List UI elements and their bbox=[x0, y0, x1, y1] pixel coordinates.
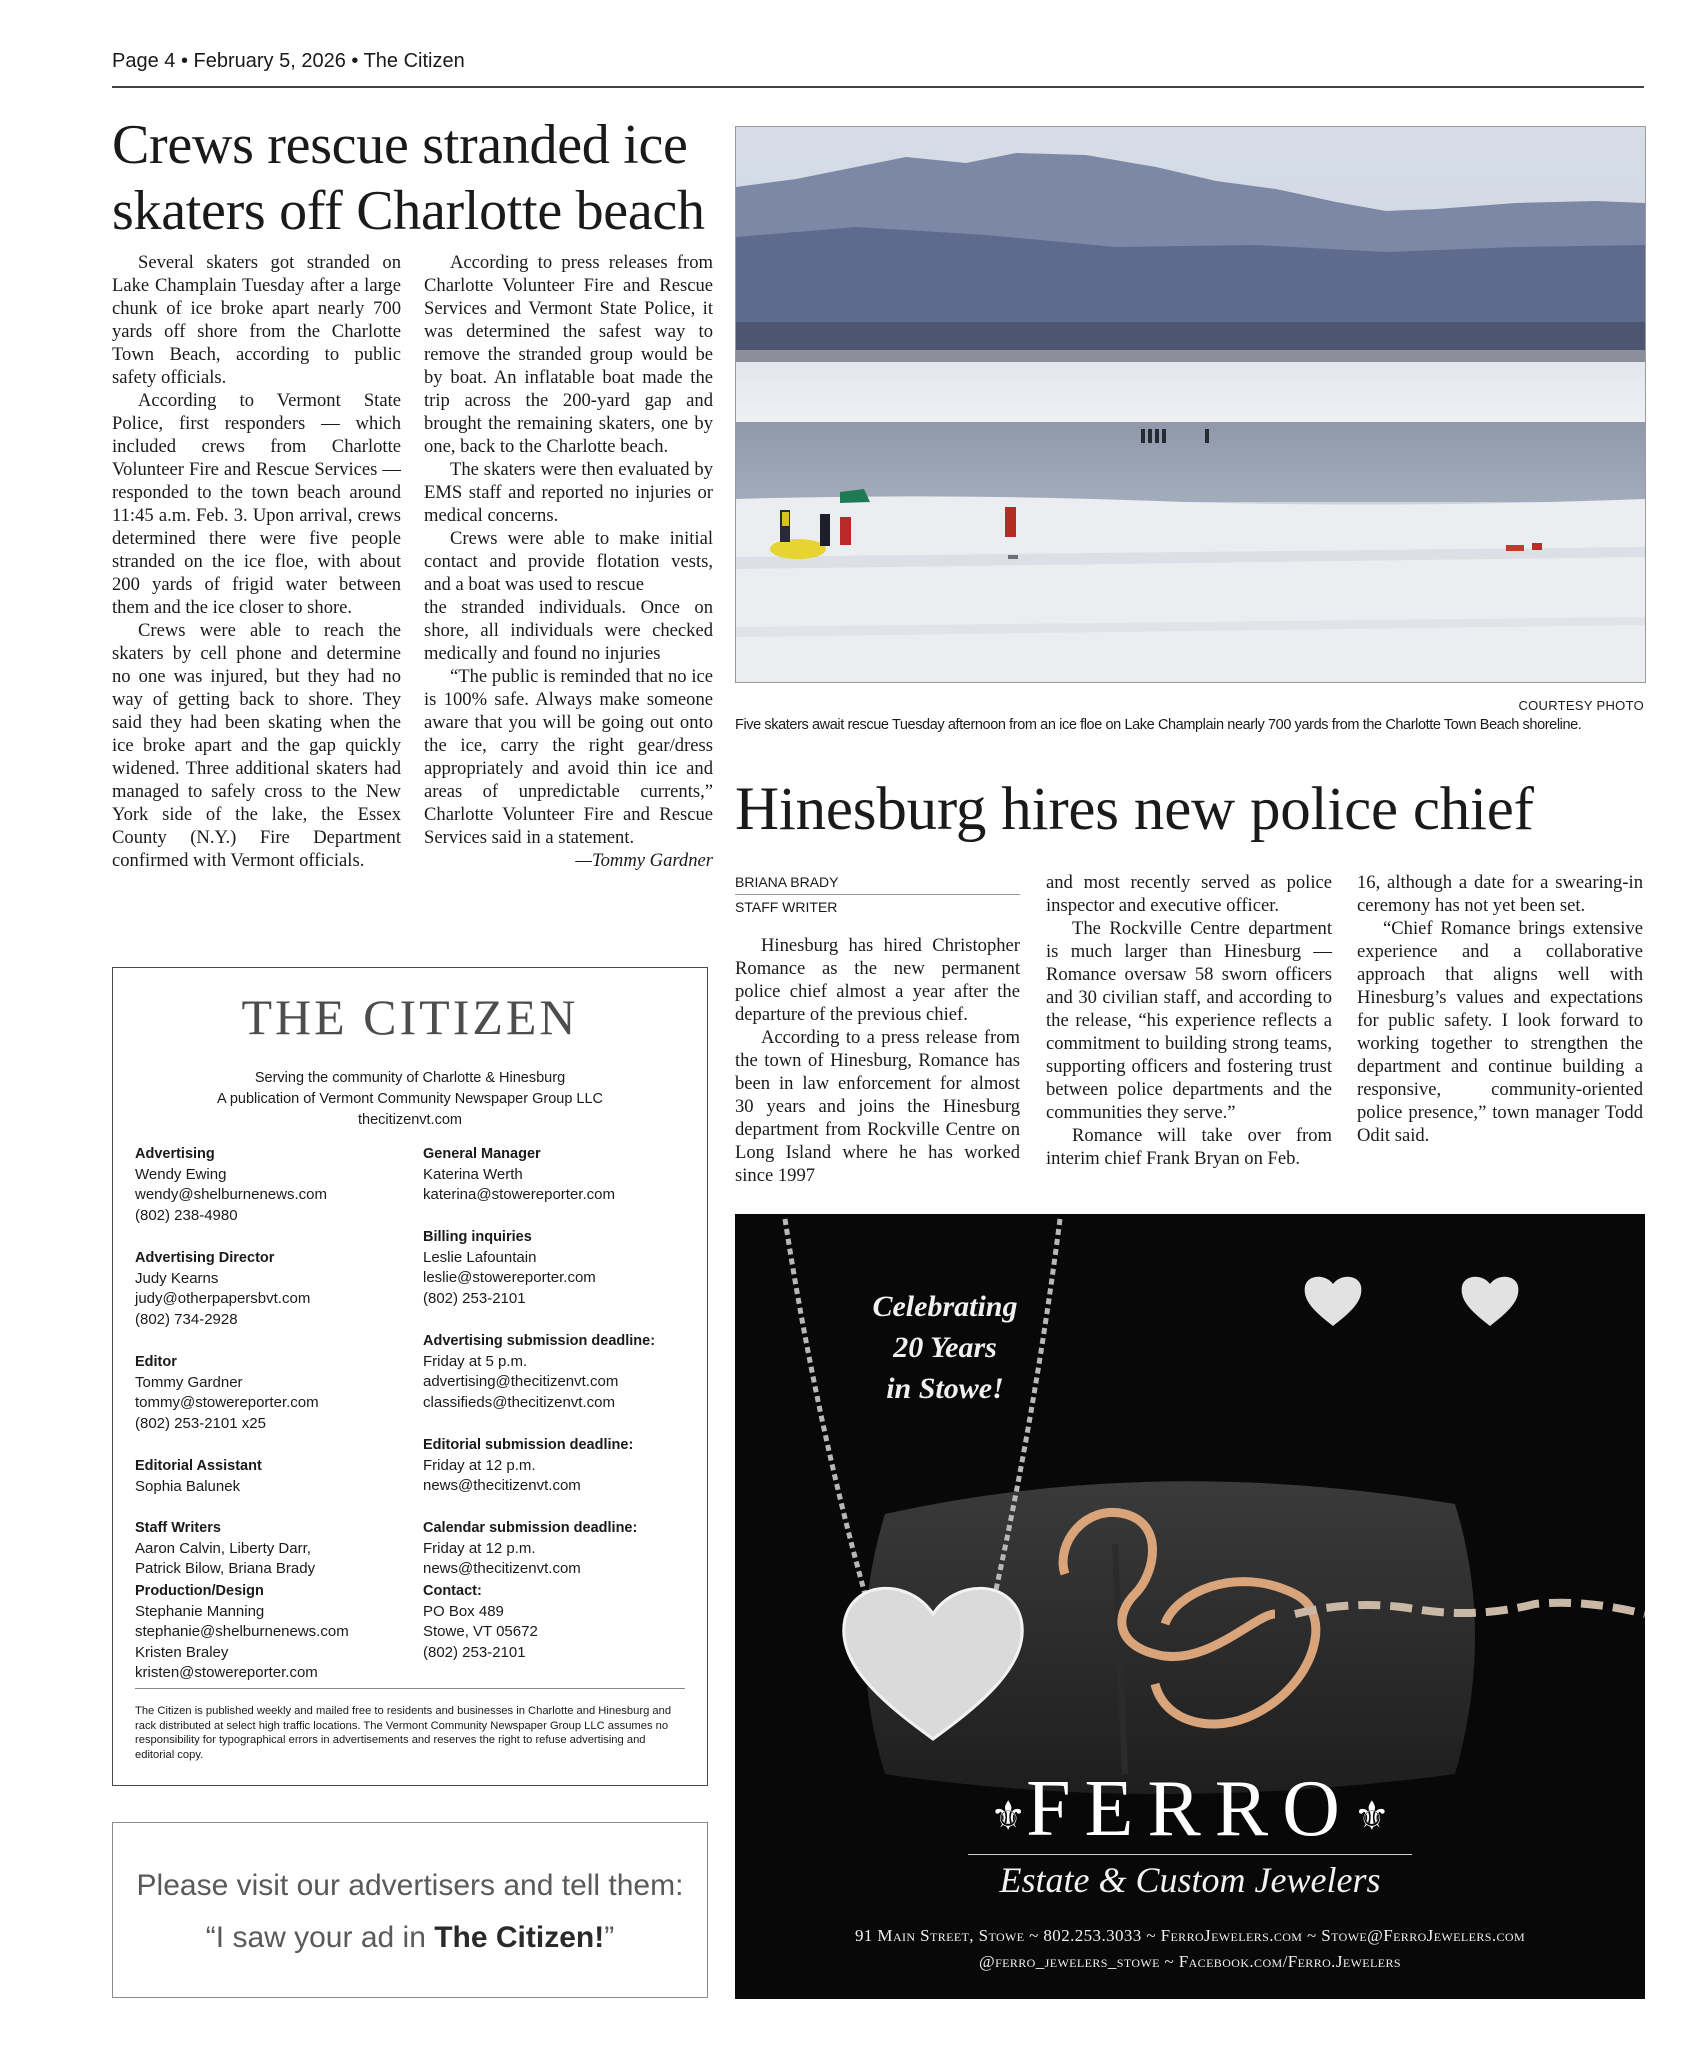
staff-email: stephanie@shelburnenews.com bbox=[135, 1623, 349, 1640]
story1-column-2 bbox=[424, 251, 713, 872]
staff-name: Tommy Gardner bbox=[135, 1373, 243, 1391]
staff-advertising bbox=[135, 1144, 327, 1226]
staff-email: leslie@stowereporter.com bbox=[423, 1269, 596, 1286]
paragraph: Romance will take over from interim chief Frank Bryan on Feb. bbox=[1046, 1125, 1332, 1169]
paragraph: According to a press release from the town of Hinesburg, Romance has been in law enforcement for almost 30 years and joins the Hinesburg department from Rockville Centre on Long Island where he has worked since 1997 bbox=[735, 1027, 1020, 1186]
deadline-email: news@thecitizenvt.com bbox=[423, 1477, 581, 1494]
staff-phone: (802) 253-2101 bbox=[423, 1289, 526, 1307]
staff-phone: (802) 238-4980 bbox=[135, 1206, 238, 1224]
paragraph: According to Vermont State Police, first responders — which included crews from Charlotte Volunteer Fire and Rescue Services — responded to the town beach around 11:45 a.m. Feb. 3. Upon arrival, crews determined there were five people stranded on the ice floe, with about 200 yards of frigid water between them and the ice closer to shore. bbox=[112, 390, 401, 618]
story2-column-1 bbox=[735, 934, 1020, 1187]
editorial-deadline bbox=[423, 1435, 633, 1497]
paragraph: “Chief Romance brings extensive experience and a collaborative approach that aligns well with Hinesburg’s values and expectations for public safety. I look forward to working together to strengthen the department and continue building a responsive, community-oriented police presence,” town manager Todd Odit said. bbox=[1357, 918, 1643, 1146]
staff-name: Leslie Lafountain bbox=[423, 1248, 537, 1266]
slogan-line: Celebrating bbox=[872, 1290, 1018, 1323]
staff-email: judy@otherpapersbvt.com bbox=[135, 1290, 311, 1307]
deadline-label: Advertising submission deadline: bbox=[423, 1333, 656, 1349]
staff-name: Judy Kearns bbox=[135, 1269, 219, 1287]
staff-label: Advertising bbox=[135, 1146, 215, 1162]
staff-name: Sophia Balunek bbox=[135, 1477, 241, 1495]
deadline-email: classifieds@thecitizenvt.com bbox=[423, 1393, 615, 1411]
deadline-label: Editorial submission deadline: bbox=[423, 1437, 634, 1453]
staff-name: Wendy Ewing bbox=[135, 1165, 227, 1183]
staff-general-manager bbox=[423, 1144, 615, 1206]
fleur-de-lis-icon: ⚜ bbox=[1353, 1793, 1390, 1839]
staff-label: Production/Design bbox=[135, 1583, 264, 1599]
staff-writers bbox=[135, 1518, 315, 1580]
paragraph: Hinesburg has hired Christopher Romance as the new permanent police chief almost a year after the departure of the previous chief. bbox=[735, 935, 1020, 1025]
photo-credit: COURTESY PHOTO bbox=[1518, 698, 1644, 713]
paragraph: the stranded individuals. Once on shore, all individuals were checked medically and found no injuries bbox=[424, 597, 713, 664]
paragraph: The skaters were then evaluated by EMS staff and reported no injuries or medical concerns. bbox=[424, 459, 713, 526]
paragraph: Crews were able to make initial contact and provide flotation vests, and a boat was used to rescue bbox=[424, 528, 713, 595]
paragraph: 16, although a date for a swearing-in ceremony has not yet been set. bbox=[1357, 872, 1643, 916]
reminder-line-2 bbox=[113, 1921, 707, 1955]
story1-signature: —Tommy Gardner bbox=[575, 850, 713, 871]
contact-info bbox=[423, 1581, 538, 1663]
staff-advertising-director bbox=[135, 1248, 310, 1330]
paragraph: and most recently served as police inspector and executive officer. bbox=[1046, 872, 1332, 916]
staff-label: Editor bbox=[135, 1354, 177, 1370]
masthead-title: THE CITIZEN bbox=[241, 989, 579, 1045]
deadline-time: Friday at 5 p.m. bbox=[423, 1352, 528, 1370]
ad-slogan bbox=[825, 1286, 1065, 1409]
ferro-jewelers-ad bbox=[735, 1214, 1645, 1999]
paragraph: Crews were able to reach the skaters by cell phone and determine no one was injured, but they had no way of getting back to shore. They said they had been skating when the ice broke apart and the gap quickly widened. Three additional skaters had managed to safely cross to the New York side of the lake, the Essex County (N.Y.) Fire Department confirmed with Vermont officials. bbox=[112, 620, 401, 871]
lake-rescue-photo bbox=[735, 126, 1646, 683]
slogan-line: in Stowe! bbox=[886, 1372, 1004, 1405]
contact-city: Stowe, VT 05672 bbox=[423, 1623, 538, 1640]
masthead-publisher: A publication of Vermont Community Newspaper Group LLC bbox=[216, 1091, 604, 1107]
advertising-deadline bbox=[423, 1331, 655, 1413]
staff-name: Patrick Bilow, Briana Brady bbox=[135, 1560, 316, 1577]
story2-headline: Hinesburg hires new police chief bbox=[735, 776, 1534, 843]
story2-column-3 bbox=[1357, 871, 1643, 1147]
staff-label: Editorial Assistant bbox=[135, 1458, 262, 1474]
slogan-line: 20 Years bbox=[893, 1331, 997, 1364]
staff-email: katerina@stowereporter.com bbox=[423, 1186, 615, 1203]
deadline-time: Friday at 12 p.m. bbox=[423, 1539, 536, 1557]
reminder-paper-name: The Citizen! bbox=[434, 1921, 605, 1954]
story2-column-2 bbox=[1046, 871, 1332, 1170]
staff-email: wendy@shelburnenews.com bbox=[135, 1186, 327, 1203]
staff-label: Staff Writers bbox=[135, 1520, 221, 1536]
calendar-deadline bbox=[423, 1518, 637, 1580]
paragraph: “The public is reminded that no ice is 100% safe. Always make someone aware that you will be going out onto the ice, carry the right gear/dress appropriately and avoid thin ice and areas of unpredictable currents,” Charlotte Volunteer Fire and Rescue Services said in a statement. bbox=[424, 666, 713, 848]
staff-name: Aaron Calvin, Liberty Darr, bbox=[135, 1539, 311, 1557]
masthead-box bbox=[112, 967, 708, 1786]
staff-phone: (802) 253-2101 x25 bbox=[135, 1414, 266, 1432]
staff-name: Stephanie Manning bbox=[135, 1602, 265, 1620]
staff-phone: (802) 734-2928 bbox=[135, 1310, 238, 1328]
masthead-website: thecitizenvt.com bbox=[358, 1112, 462, 1128]
reminder-quote-close: ” bbox=[604, 1921, 615, 1954]
staff-email: kristen@stowereporter.com bbox=[135, 1664, 318, 1681]
byline-name: BRIANA BRADY bbox=[735, 874, 839, 890]
deadline-time: Friday at 12 p.m. bbox=[423, 1456, 536, 1474]
reminder-line-1: Please visit our advertisers and tell them: bbox=[136, 1869, 684, 1902]
deadline-email: advertising@thecitizenvt.com bbox=[423, 1373, 619, 1390]
paragraph: According to press releases from Charlotte Volunteer Fire and Rescue Services and Vermont State Police, it was determined the safest way to remove the stranded group would be by boat. An inflatable boat made the trip across the 200-yard gap and brought the remaining skaters, one by one, back to the Charlotte beach. bbox=[424, 252, 713, 457]
staff-label: Advertising Director bbox=[135, 1250, 275, 1266]
photo-illustration bbox=[736, 127, 1645, 682]
masthead-tagline: Serving the community of Charlotte & Hinesburg bbox=[254, 1070, 566, 1086]
staff-label: Billing inquiries bbox=[423, 1229, 532, 1245]
ad-address: 91 Main Street, Stowe ~ 802.253.3033 ~ FerroJewelers.com ~ Stowe@FerroJewelers.com bbox=[854, 1926, 1526, 1945]
reminder-quote-open: “I saw your ad in bbox=[205, 1921, 435, 1954]
story1-column-1 bbox=[112, 251, 401, 872]
masthead-disclaimer: The Citizen is published weekly and mailed free to residents and businesses in Charlotte and Hinesburg and rack distributed at select high traffic locations. The Vermont Community Newspaper Group LLC assumes no responsibility for typographical errors in advertisements and reserves the right to refuse advertising and editorial copy. bbox=[135, 1705, 672, 1761]
story2-byline bbox=[735, 870, 1020, 919]
fleur-de-lis-icon: ⚜ bbox=[990, 1793, 1027, 1839]
ad-divider bbox=[968, 1854, 1412, 1855]
story1-headline: Crews rescue stranded ice skaters off Charlotte beach bbox=[112, 114, 705, 242]
ad-tagline: Estate & Custom Jewelers bbox=[999, 1860, 1381, 1900]
staff-name: Kristen Braley bbox=[135, 1643, 229, 1661]
paragraph: The Rockville Centre department is much larger than Hinesburg — Romance oversaw 58 sworn officers and 30 civilian staff, and according to the release, “his experience reflects a commitment to building strong teams, supporting officers and fostering trust between police departments and the communities they serve.” bbox=[1046, 918, 1332, 1123]
masthead-divider bbox=[135, 1688, 685, 1689]
folio-rule bbox=[112, 86, 1644, 88]
billing-inquiries bbox=[423, 1227, 596, 1309]
staff-editorial-assistant bbox=[135, 1456, 262, 1497]
contact-phone: (802) 253-2101 bbox=[423, 1643, 526, 1661]
photo-caption: Five skaters await rescue Tuesday afternoon from an ice floe on Lake Champlain nearly 700 yards from the Charlotte Town Beach shoreline. bbox=[735, 717, 1582, 733]
ad-brand bbox=[735, 1764, 1645, 1862]
contact-label: Contact: bbox=[423, 1583, 482, 1599]
page-folio: Page 4 • February 5, 2026 • The Citizen bbox=[112, 50, 465, 72]
staff-email: tommy@stowereporter.com bbox=[135, 1394, 319, 1411]
deadline-label: Calendar submission deadline: bbox=[423, 1520, 638, 1536]
staff-name: Katerina Werth bbox=[423, 1165, 523, 1183]
byline-role: STAFF WRITER bbox=[735, 899, 838, 915]
paragraph: Several skaters got stranded on Lake Champlain Tuesday after a large chunk of ice broke apart nearly 700 yards off shore from the Charlotte Town Beach, according to public safety officials. bbox=[112, 252, 401, 388]
staff-label: General Manager bbox=[423, 1146, 541, 1162]
ad-social: @ferro_jewelers_stowe ~ Facebook.com/Ferro.Jewelers bbox=[979, 1952, 1401, 1971]
advertiser-reminder-box bbox=[112, 1822, 708, 1998]
staff-production-design bbox=[135, 1581, 349, 1684]
staff-editor bbox=[135, 1352, 319, 1434]
deadline-email: news@thecitizenvt.com bbox=[423, 1560, 581, 1577]
contact-address: PO Box 489 bbox=[423, 1602, 504, 1620]
brand-name: FERRO bbox=[1026, 1765, 1354, 1853]
